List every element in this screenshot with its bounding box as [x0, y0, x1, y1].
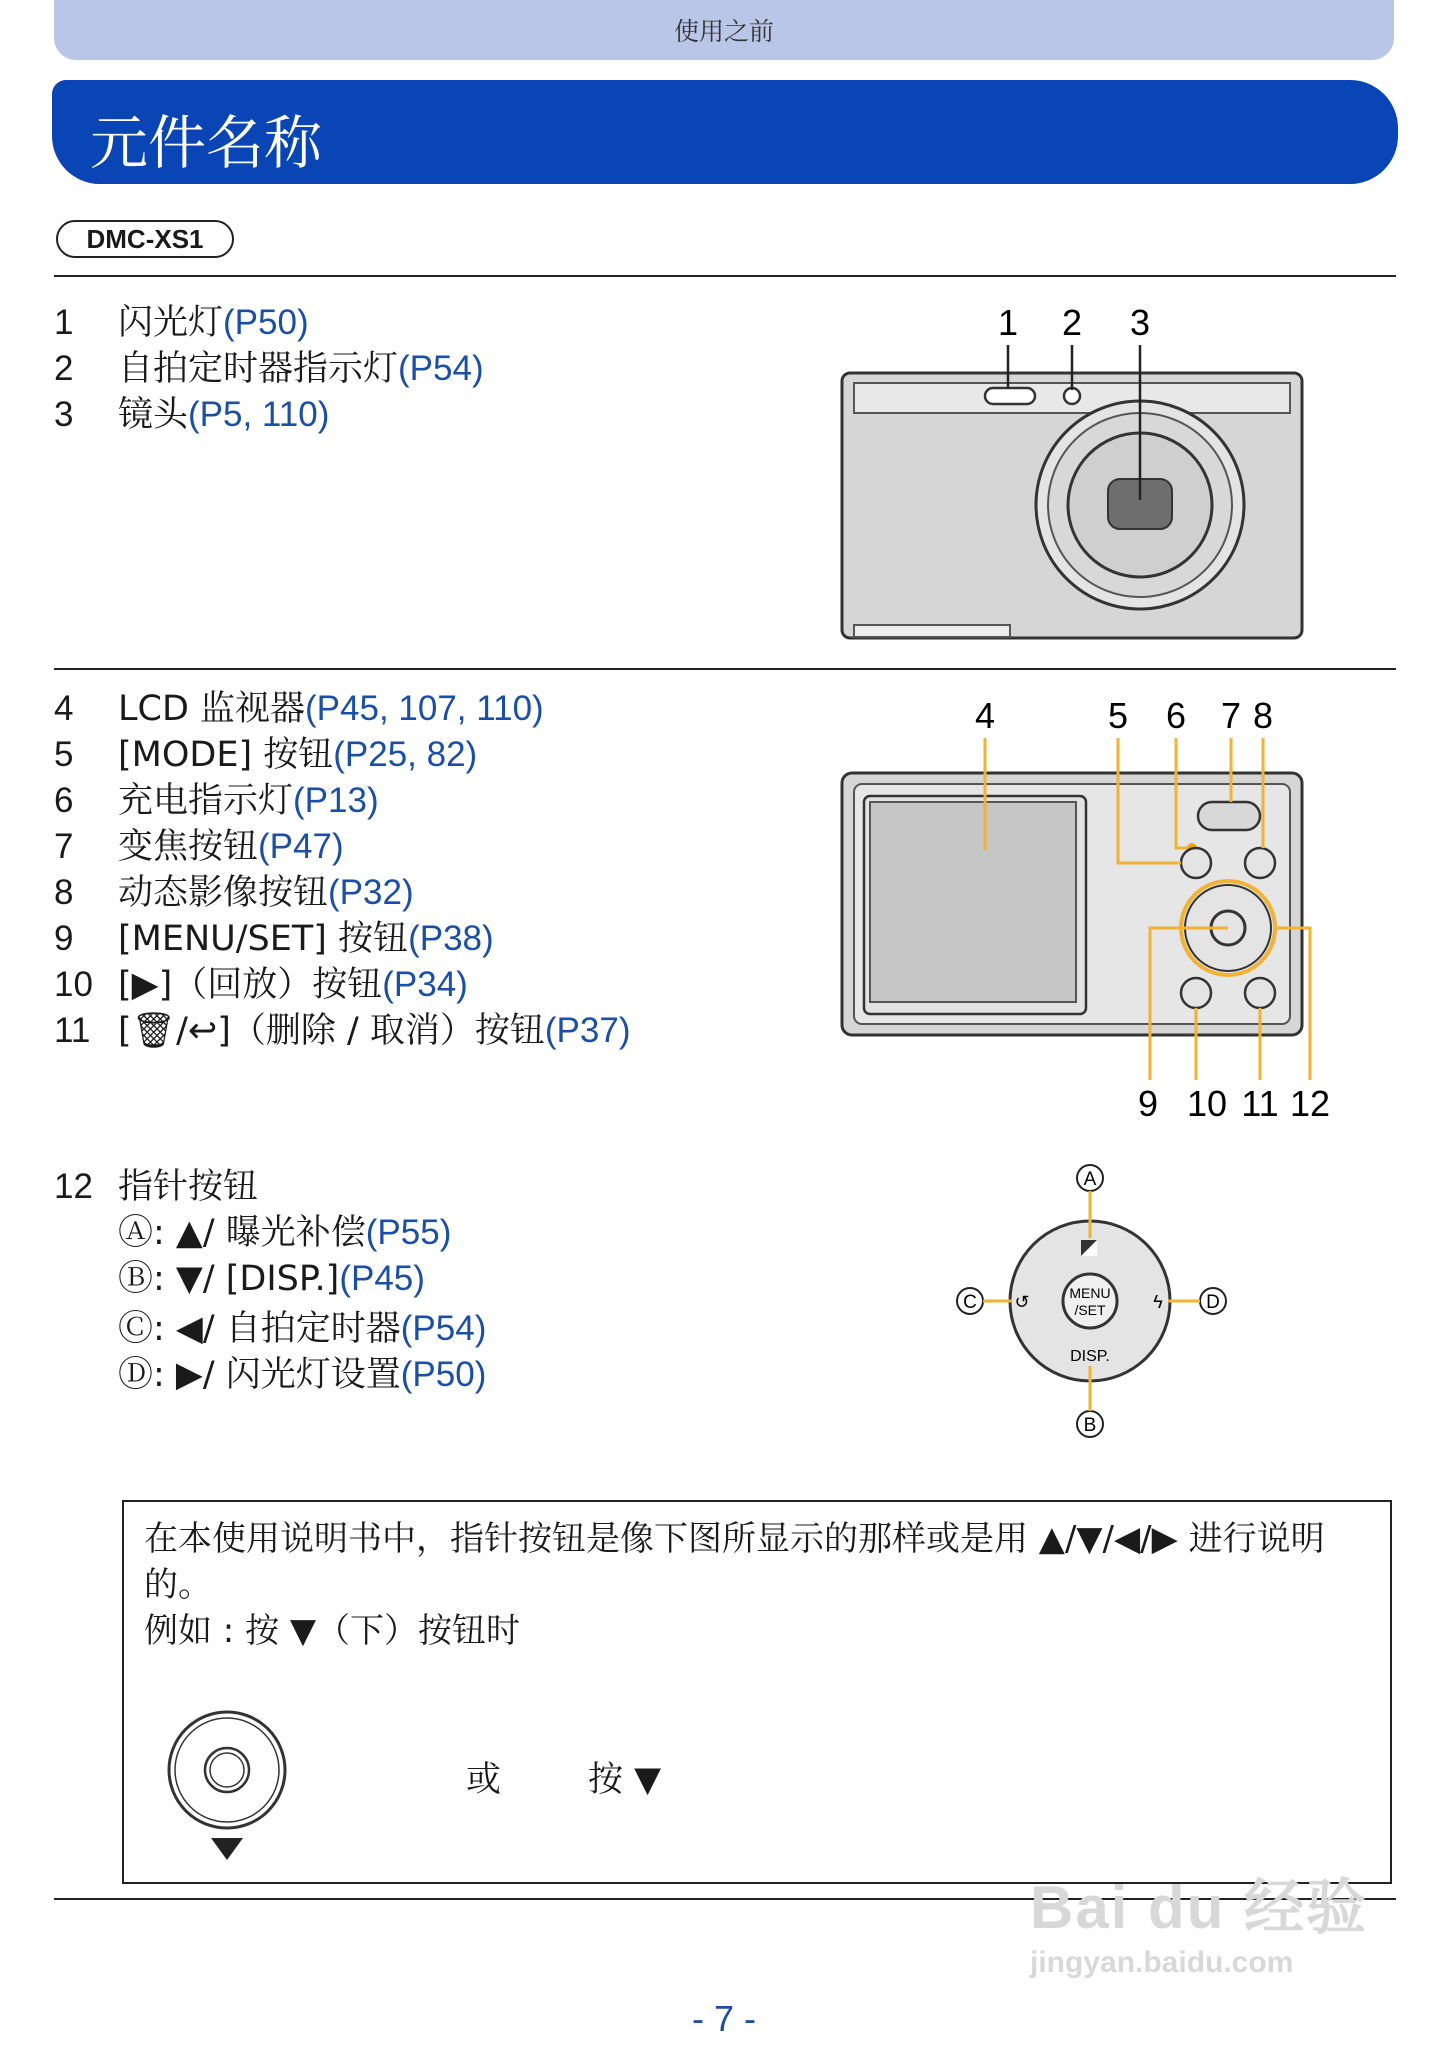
callout-9: 9 [1137, 1083, 1159, 1124]
list-item [54, 1164, 486, 1210]
item-page-ref[interactable]: (P37) [544, 1011, 631, 1050]
cursor-button-list [54, 1164, 486, 1398]
item-number: 2 [54, 349, 74, 388]
sub-item-label: Ⓓ: ▶/ 闪光灯设置 [118, 1355, 401, 1395]
item-page-ref[interactable]: (P47) [258, 827, 344, 866]
section-title: 使用之前 [673, 17, 774, 46]
item-page-ref[interactable]: (P5, 110) [188, 395, 330, 434]
item-page-ref[interactable]: (P54) [400, 1309, 487, 1348]
list-item [54, 300, 484, 346]
item-number: 8 [54, 873, 74, 912]
title-bar [52, 80, 1398, 184]
item-number: 11 [54, 1011, 91, 1050]
watermark [1030, 1860, 1368, 1980]
item-number: 12 [54, 1167, 93, 1206]
list-item [54, 686, 631, 732]
sub-item-b [54, 1256, 486, 1302]
mode-button [1181, 848, 1211, 878]
callout-8: 8 [1252, 695, 1274, 736]
sub-item-label: Ⓐ: ▲/ 曝光补偿 [118, 1213, 366, 1253]
note-text-block [144, 1516, 1374, 1654]
callout-12: 12 [1289, 1083, 1331, 1124]
item-number: 6 [54, 781, 74, 820]
pad-center [1063, 1274, 1117, 1328]
delete-cancel-button [1245, 978, 1275, 1008]
flash [985, 388, 1035, 404]
sub-item-a [54, 1210, 486, 1256]
callout-2: 2 [1061, 302, 1083, 343]
note-press: 按 ▼ [588, 1760, 662, 1800]
pad-example-center-inner [210, 1753, 244, 1787]
item-label: 变焦按钮 [118, 827, 259, 867]
item-label: 闪光灯 [118, 303, 224, 343]
camera-front-diagram [820, 295, 1320, 650]
divider-1 [54, 275, 1396, 277]
list-item [54, 870, 631, 916]
callout-4: 4 [974, 695, 996, 736]
item-label: 镜头 [118, 395, 189, 435]
callout-5: 5 [1107, 695, 1129, 736]
list-item [54, 916, 631, 962]
motion-picture-button [1245, 848, 1275, 878]
item-number: 9 [54, 919, 74, 958]
item-label: 自拍定时器指示灯 [118, 349, 399, 389]
item-number: 1 [54, 303, 74, 342]
flash-icon: ϟ [1153, 1292, 1163, 1312]
menu-label: MENU [1069, 1285, 1111, 1301]
item-number: 10 [54, 965, 93, 1004]
page-title: 元件名称 [90, 109, 323, 177]
model-name: DMC-XS1 [86, 223, 204, 254]
callout-7: 7 [1220, 695, 1242, 736]
set-label: /SET [1074, 1302, 1106, 1318]
section-header [54, 0, 1394, 60]
item-label: LCD 监视器 [118, 689, 306, 729]
letter-b: B [1083, 1415, 1097, 1436]
sub-item-d [54, 1352, 486, 1398]
item-label: 动态影像按钮 [118, 873, 329, 913]
model-badge [56, 220, 234, 258]
item-page-ref[interactable]: (P38) [408, 919, 494, 958]
zoom-button [1198, 802, 1260, 830]
cursor-pad-diagram [940, 1158, 1260, 1446]
callout-3: 3 [1129, 302, 1151, 343]
callout-11: 11 [1241, 1083, 1279, 1124]
callout-10: 10 [1186, 1083, 1228, 1124]
item-page-ref[interactable]: (P55) [365, 1213, 452, 1252]
item-label: [MODE] 按钮 [118, 735, 334, 775]
letter-c: C [963, 1292, 977, 1313]
parts-list-front [54, 300, 484, 438]
item-page-ref[interactable]: (P45) [339, 1259, 425, 1298]
note-or: 或 [466, 1760, 502, 1800]
bottom-strip [854, 625, 1010, 637]
item-label: 指针按钮 [118, 1167, 259, 1207]
item-page-ref[interactable]: (P45, 107, 110) [305, 689, 544, 728]
sub-item-c [54, 1306, 486, 1352]
item-label: [MENU/SET] 按钮 [118, 919, 409, 959]
self-timer-icon: ↺ [1014, 1292, 1030, 1312]
letter-d: D [1206, 1292, 1220, 1313]
item-number: 7 [54, 827, 74, 866]
parts-list-back [54, 686, 631, 1054]
item-number: 3 [54, 395, 74, 434]
playback-button [1181, 978, 1211, 1008]
item-label: [🗑/↩]（删除 / 取消）按钮 [118, 1011, 545, 1051]
item-page-ref[interactable]: (P54) [398, 349, 484, 388]
item-page-ref[interactable]: (P25, 82) [333, 735, 478, 774]
list-item [54, 392, 484, 438]
callout-6: 6 [1165, 695, 1187, 736]
list-item [54, 1008, 631, 1054]
list-item [54, 824, 631, 870]
list-item [54, 778, 631, 824]
item-number: 4 [54, 689, 74, 728]
page-number: - 7 - [691, 1998, 756, 2039]
sub-item-label: Ⓑ: ▼/ [DISP.] [118, 1259, 340, 1299]
note-box [122, 1500, 1392, 1884]
pad-example-icon [164, 1708, 290, 1868]
list-item [54, 346, 484, 392]
watermark-url: jingyan.baidu.com [1030, 1946, 1294, 1979]
item-label: [▶]（回放）按钮 [118, 965, 383, 1005]
sub-item-label: Ⓒ: ◀/ 自拍定时器 [118, 1309, 401, 1349]
camera-back-diagram [820, 688, 1340, 1128]
item-label: 充电指示灯 [118, 781, 294, 821]
watermark-logo: Bai du 经验 [1030, 1874, 1369, 1941]
item-page-ref[interactable]: (P34) [382, 965, 468, 1004]
note-example: 例如 : 按 ▼（下）按钮时 [144, 1611, 521, 1651]
list-item [54, 962, 631, 1008]
item-page-ref[interactable]: (P50) [400, 1355, 487, 1394]
list-item [54, 732, 631, 778]
item-page-ref[interactable]: (P13) [293, 781, 379, 820]
item-number: 5 [54, 735, 74, 774]
lcd-monitor [870, 802, 1076, 1002]
disp-label: DISP. [1070, 1348, 1110, 1365]
note-text: 在本使用说明书中，指针按钮是像下图所显示的那样或是用 ▲/▼/◀/▶ 进行说明的。 [144, 1519, 1325, 1605]
callout-1: 1 [997, 302, 1019, 343]
letter-a: A [1083, 1169, 1097, 1190]
down-arrow-icon [211, 1838, 243, 1860]
item-page-ref[interactable]: (P32) [328, 873, 414, 912]
divider-2 [54, 668, 1396, 670]
item-page-ref[interactable]: (P50) [223, 303, 309, 342]
self-timer-lamp [1064, 388, 1080, 404]
